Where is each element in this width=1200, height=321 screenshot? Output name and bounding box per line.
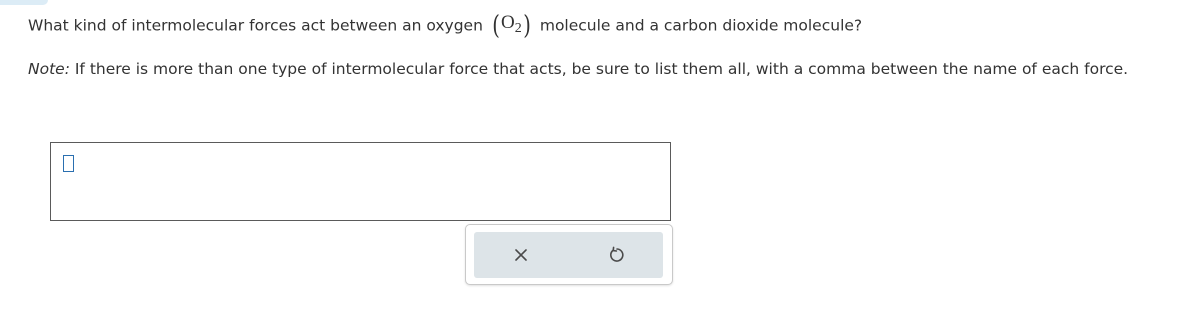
- clear-button[interactable]: [509, 243, 533, 267]
- question-text-before: What kind of intermolecular forces act between an oxygen: [28, 16, 483, 35]
- oxygen-formula: [491, 10, 532, 42]
- answer-toolbar-inner: [474, 232, 663, 278]
- formula-element-symbol: O: [501, 12, 515, 33]
- x-icon: [514, 248, 528, 262]
- question-text: [28, 10, 862, 42]
- undo-icon: [608, 246, 626, 264]
- formula-element: [501, 10, 522, 42]
- note-text: [28, 56, 1128, 82]
- note-label: Note:: [28, 60, 70, 78]
- formula-subscript: 2: [514, 21, 522, 36]
- formula-open-paren: (: [492, 11, 500, 41]
- answer-cursor-placeholder[interactable]: [63, 155, 74, 172]
- formula-close-paren: ): [523, 11, 531, 41]
- top-tab-indicator: [0, 0, 48, 5]
- note-body: If there is more than one type of intermolecular force that acts, be sure to list them all, with a comma between the name of each force.: [74, 60, 1129, 78]
- question-text-after: molecule and a carbon dioxide molecule?: [539, 16, 863, 35]
- undo-button[interactable]: [605, 243, 629, 267]
- answer-toolbar: [465, 224, 673, 285]
- answer-input-box[interactable]: [50, 142, 671, 221]
